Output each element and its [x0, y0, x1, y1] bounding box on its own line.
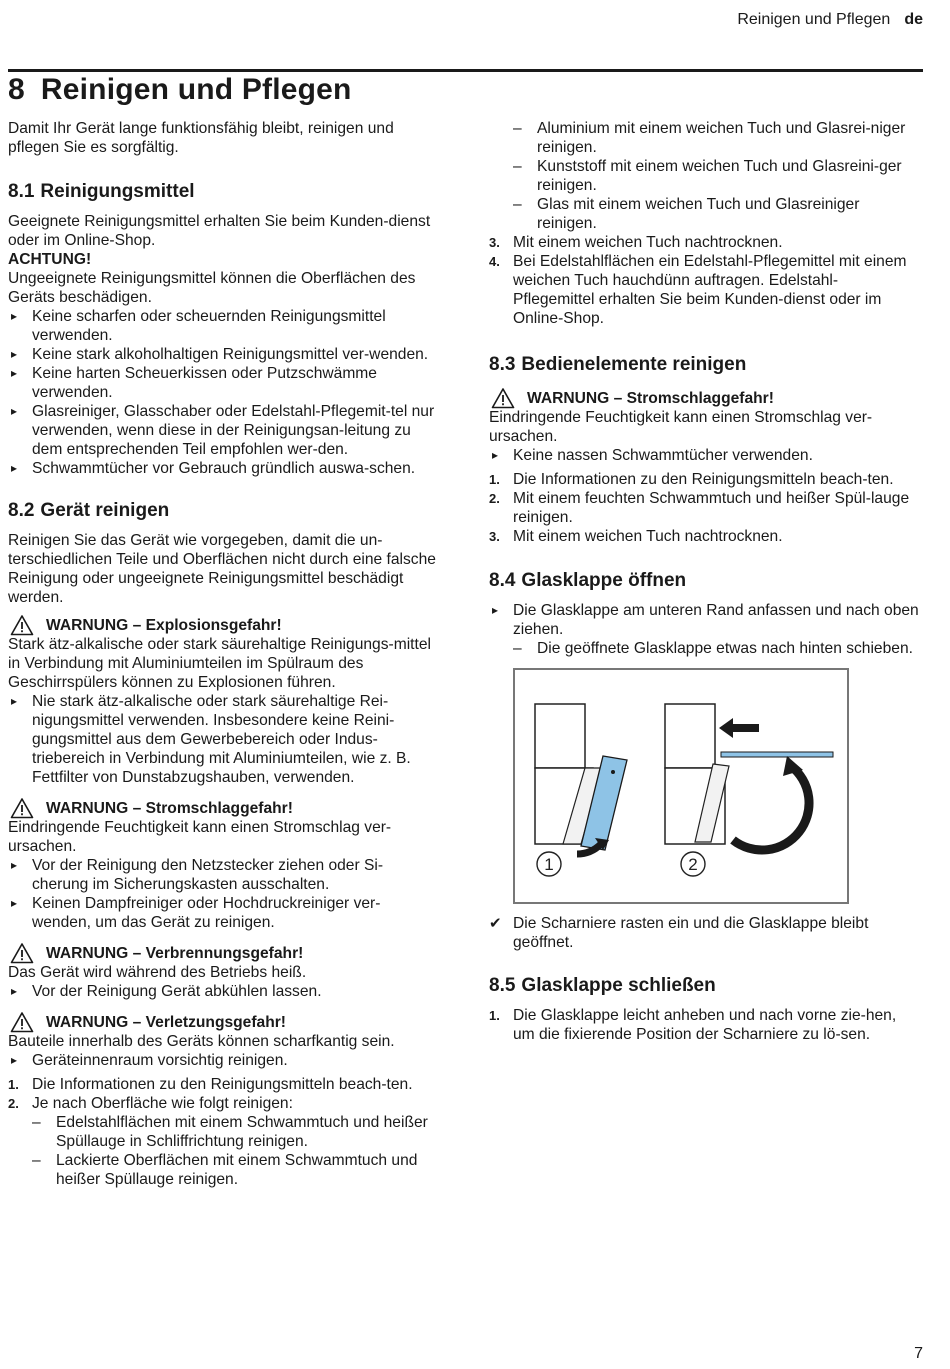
warning-title: WARNUNG – Verletzungsgefahr!	[46, 1014, 287, 1031]
step-item	[489, 233, 919, 252]
section-title: Reinigungsmittel	[40, 181, 195, 202]
notice-label: ACHTUNG!	[8, 251, 92, 268]
step-item	[489, 489, 919, 527]
warning-triangle-icon	[10, 942, 34, 969]
section-number: 8.4	[489, 570, 516, 591]
warning-title: WARNUNG – Verbrennungsgefahr!	[46, 945, 304, 962]
step-number: 3.	[489, 235, 500, 250]
paragraph: Eindringende Feuchtigkeit kann einen Stromschlag ver-ursachen.	[489, 409, 873, 445]
bullet-item: ▸ Keine harten Scheuerkissen oder Putzschwämme verwenden.	[8, 364, 438, 402]
warning-title: WARNUNG – Stromschlaggefahr!	[527, 390, 774, 407]
dash-item: – Edelstahlflächen mit einem Schwammtuch und heißer Spüllauge in Schliffrichtung reinigen.	[8, 1113, 438, 1151]
step-text: Je nach Oberfläche wie folgt reinigen:	[32, 1095, 293, 1112]
checkmark-icon: ✔	[489, 915, 502, 932]
step-label-1: 1	[544, 855, 554, 874]
warning-heading	[8, 944, 438, 963]
section-title: Bedienelemente reinigen	[521, 354, 747, 375]
section-heading-8-5	[489, 974, 919, 998]
step-text: Die Informationen zu den Reinigungsmitteln beach-ten.	[32, 1076, 413, 1093]
header-rule	[8, 69, 923, 72]
warning-triangle-icon	[491, 387, 515, 414]
section-heading-8-4	[489, 569, 919, 593]
chapter-title	[8, 73, 352, 107]
bullet-item: ▸ Keinen Dampfreiniger oder Hochdruckreiniger ver-wenden, um das Gerät zu reinigen.	[8, 894, 438, 932]
warning-heading	[489, 389, 919, 408]
section-heading-8-3	[489, 353, 919, 377]
warning-triangle-icon	[10, 614, 34, 641]
bullet-item: ▸ Nie stark ätz-alkalische oder stark säurehaltige Rei-nigungsmittel verwenden. Insbesondere keine Reini-gungsmittel aus dem Gewerbebereich oder Indus-triebereich in Verbindung mit Aluminiumteilen, wie z. B. Fettfilter von Dunstabzugshauben, verwenden.	[8, 692, 438, 787]
illustration-svg	[515, 670, 847, 902]
bullet-item: ▸ Keine scharfen oder scheuernden Reinigungsmittel verwenden.	[8, 307, 438, 345]
section-heading-8-2	[8, 499, 438, 523]
step-number: 1.	[489, 1008, 500, 1023]
warning-heading	[8, 616, 438, 635]
step-number: 1.	[8, 1077, 19, 1092]
section-title: Glasklappe schließen	[521, 975, 716, 996]
warning-heading	[8, 799, 438, 818]
step-text: Die Informationen zu den Reinigungsmitteln beach-ten.	[513, 471, 894, 488]
bullet-item: ▸ Schwammtücher vor Gebrauch gründlich auswa-schen.	[8, 459, 438, 478]
step-item	[8, 1075, 438, 1094]
section-number: 8.5	[489, 975, 516, 996]
running-header	[737, 11, 923, 29]
step-item	[8, 1094, 438, 1113]
section-number: 8.2	[8, 500, 35, 521]
section-number: 8.1	[8, 181, 35, 202]
chapter-number: 8	[8, 73, 25, 106]
step-number: 1.	[489, 472, 500, 487]
step-label-2: 2	[688, 855, 698, 874]
dash-item: – Kunststoff mit einem weichen Tuch und Glasreini-ger reinigen.	[489, 157, 919, 195]
step-text: Mit einem weichen Tuch nachtrocknen.	[513, 528, 783, 545]
step-number: 2.	[489, 491, 500, 506]
step-item	[489, 527, 919, 546]
step-text: Mit einem weichen Tuch nachtrocknen.	[513, 234, 783, 251]
step-item	[489, 470, 919, 489]
dash-item: – Glas mit einem weichen Tuch und Glasreiniger reinigen.	[489, 195, 919, 233]
paragraph: Geeignete Reinigungsmittel erhalten Sie beim Kunden-dienst oder im Online-Shop.	[8, 213, 431, 249]
paragraph: Reinigen Sie das Gerät wie vorgegeben, damit die un-terschiedlichen Teile und Oberflächen nicht durch eine falsche Reinigung oder ungeeignete Reinigungsmittel beschädigt werden.	[8, 532, 436, 606]
page-number: 7	[914, 1345, 923, 1362]
step-number: 2.	[8, 1096, 19, 1111]
paragraph: Das Gerät wird während des Betriebs heiß.	[8, 964, 307, 981]
result-text: Die Scharniere rasten ein und die Glasklappe bleibt geöffnet.	[513, 915, 869, 951]
bullet-item: ▸ Geräteinnenraum vorsichtig reinigen.	[8, 1051, 438, 1070]
paragraph: Ungeeignete Reinigungsmittel können die Oberflächen des Geräts beschädigen.	[8, 270, 416, 306]
bullet-item: ▸ Vor der Reinigung Gerät abkühlen lassen.	[8, 982, 438, 1001]
warning-heading	[8, 1013, 438, 1032]
left-column	[8, 119, 438, 1189]
glass-flap-illustration	[513, 668, 849, 904]
step-number: 4.	[489, 254, 500, 269]
bullet-item: ▸ Die Glasklappe am unteren Rand anfassen und nach oben ziehen.	[489, 601, 919, 639]
step-text: Bei Edelstahlflächen ein Edelstahl-Pflegemittel mit einem weichen Tuch hauchdünn auftragen. Edelstahl-Pflegemittel erhalten Sie beim Kunden-dienst oder im Online-Shop.	[513, 253, 907, 327]
step-text: Mit einem feuchten Schwammtuch und heißer Spül-lauge reinigen.	[513, 490, 910, 526]
bullet-item: ▸ Keine nassen Schwammtücher verwenden.	[489, 446, 919, 465]
warning-triangle-icon	[10, 797, 34, 824]
right-column	[489, 119, 919, 1044]
step-item	[489, 252, 919, 328]
bullet-item: ▸ Keine stark alkoholhaltigen Reinigungsmittel ver-wenden.	[8, 345, 438, 364]
header-section-title: Reinigen und Pflegen	[737, 11, 891, 28]
paragraph: Stark ätz-alkalische oder stark säurehaltige Reinigungs-mittel in Verbindung mit Aluminiumteilen im Spülraum des Geschirrspülers können zu Explosionen führen.	[8, 636, 431, 691]
paragraph: Bauteile innerhalb des Geräts können scharfkantig sein.	[8, 1033, 395, 1050]
section-title: Gerät reinigen	[40, 500, 170, 521]
result-item	[489, 914, 919, 952]
header-language: de	[904, 11, 923, 28]
dash-item: – Aluminium mit einem weichen Tuch und Glasrei-niger reinigen.	[489, 119, 919, 157]
step-text: Die Glasklappe leicht anheben und nach vorne zie-hen, um die fixierende Position der Scharniere zu lö-sen.	[513, 1007, 897, 1043]
warning-title: WARNUNG – Explosionsgefahr!	[46, 617, 282, 634]
intro-text: Damit Ihr Gerät lange funktionsfähig bleibt, reinigen und pflegen Sie es sorgfältig.	[8, 120, 394, 156]
section-title: Glasklappe öffnen	[521, 570, 687, 591]
warning-title: WARNUNG – Stromschlaggefahr!	[46, 800, 293, 817]
dash-item: – Die geöffnete Glasklappe etwas nach hinten schieben.	[489, 639, 919, 658]
section-heading-8-1	[8, 180, 438, 204]
warning-triangle-icon	[10, 1011, 34, 1038]
section-number: 8.3	[489, 354, 516, 375]
step-item	[489, 1006, 919, 1044]
chapter-title-text: Reinigen und Pflegen	[40, 73, 352, 106]
paragraph: Eindringende Feuchtigkeit kann einen Stromschlag ver-ursachen.	[8, 819, 392, 855]
bullet-item: ▸ Vor der Reinigung den Netzstecker ziehen oder Si-cherung im Sicherungskasten ausschalten.	[8, 856, 438, 894]
bullet-item: ▸ Glasreiniger, Glasschaber oder Edelstahl-Pflegemit-tel nur verwenden, wenn diese in der Reinigungsan-leitung zu dem entsprechenden Teil empfohlen wer-den.	[8, 402, 438, 459]
dash-item: – Lackierte Oberflächen mit einem Schwammtuch und heißer Spüllauge reinigen.	[8, 1151, 438, 1189]
step-number: 3.	[489, 529, 500, 544]
